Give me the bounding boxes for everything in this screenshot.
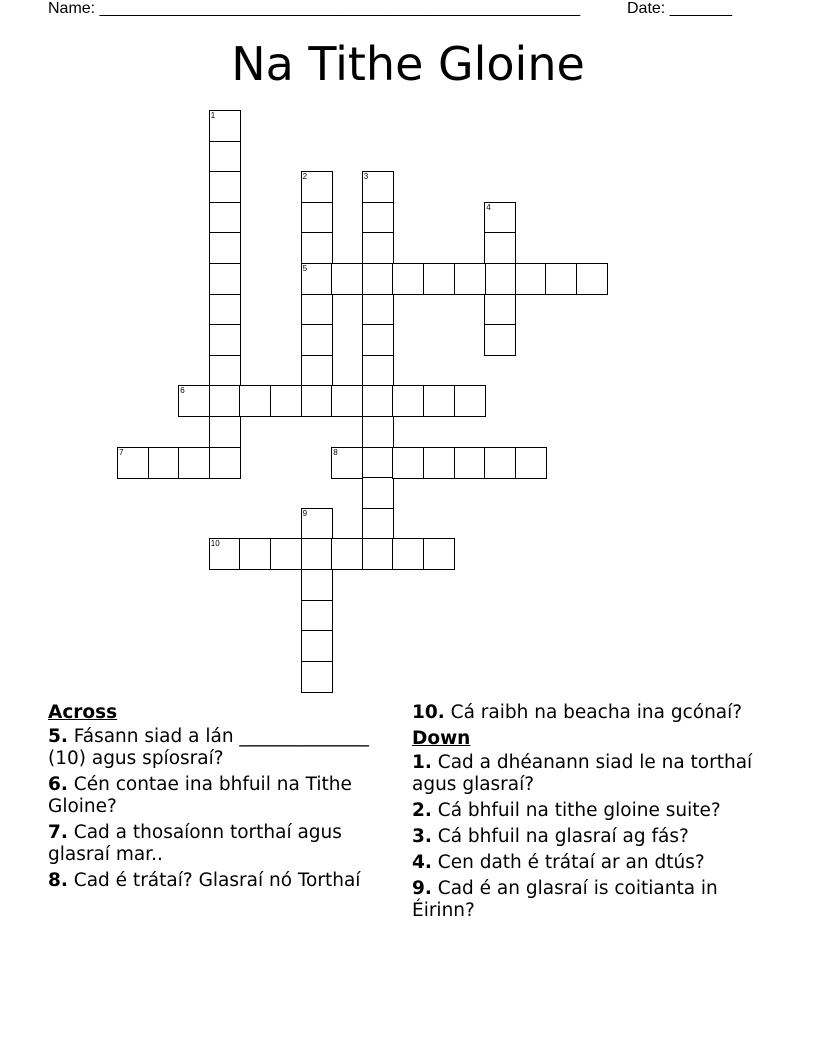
clue-text: Cad é an glasraí is coitianta in Éirinn? (412, 878, 718, 921)
clue-number: 3. (412, 826, 432, 847)
crossword-cell[interactable] (301, 171, 333, 203)
crossword-cell[interactable] (484, 294, 516, 326)
clue-text: Cá bhfuil na tithe gloine suite? (437, 800, 721, 821)
clue-across-10 (412, 702, 757, 724)
crossword-cell[interactable] (362, 385, 394, 417)
crossword-cell[interactable] (362, 294, 394, 326)
crossword-cell[interactable] (209, 294, 241, 326)
clue-down-4 (412, 852, 757, 874)
crossword-cell[interactable] (423, 263, 455, 295)
crossword-cell[interactable] (301, 600, 333, 632)
crossword-cell[interactable] (209, 263, 241, 295)
page-title: Na Tithe Gloine (231, 37, 585, 91)
clue-text: Cá raibh na beacha ina gcónaí? (450, 702, 743, 723)
clue-text: Fásann siad a lán ______________ (10) agus spíosraí? (48, 726, 369, 769)
crossword-cell[interactable] (484, 447, 516, 479)
cell-number: 5 (302, 264, 308, 273)
clue-text: Cen dath é trátaí ar an dtús? (437, 852, 705, 873)
crossword-cell[interactable] (545, 263, 577, 295)
crossword-cell[interactable] (301, 661, 333, 693)
crossword-cell[interactable] (362, 324, 394, 356)
clue-number: 1. (412, 752, 432, 773)
crossword-cell[interactable] (362, 447, 394, 479)
cell-number: 1 (210, 111, 216, 120)
clue-number: 6. (48, 774, 68, 795)
crossword-cell[interactable] (515, 263, 547, 295)
crossword-cell[interactable] (484, 232, 516, 264)
clues-right-column (412, 702, 757, 926)
cell-number: 3 (363, 172, 369, 182)
crossword-cell[interactable] (362, 202, 394, 234)
clue-number: 4. (412, 852, 432, 873)
crossword-cell[interactable] (484, 324, 516, 356)
crossword-cell[interactable] (301, 232, 333, 264)
crossword-cell[interactable] (331, 385, 363, 417)
crossword-cell[interactable] (362, 232, 394, 264)
crossword-cell[interactable] (423, 385, 455, 417)
crossword-cell[interactable] (454, 385, 486, 417)
date-field-label[interactable]: Date: _______ (627, 0, 732, 17)
crossword-cell[interactable] (209, 232, 241, 264)
cell-number: 4 (486, 202, 491, 212)
clue-across-8 (48, 870, 398, 892)
crossword-cell[interactable] (423, 538, 455, 570)
cell-number: 2 (302, 172, 308, 182)
clue-text: Cad é trátaí? Glasraí nó Torthaí (73, 870, 361, 891)
clue-number: 2. (412, 800, 432, 821)
cell-number: 9 (302, 508, 308, 518)
crossword-cell[interactable] (362, 508, 394, 540)
name-field-label[interactable]: Name: ______________________________________________________ (48, 0, 581, 17)
crossword-cell[interactable] (209, 416, 241, 448)
crossword-cell[interactable] (331, 263, 363, 295)
crossword-cell[interactable] (301, 263, 333, 295)
crossword-cell[interactable] (362, 263, 394, 295)
crossword-cell[interactable] (301, 385, 333, 417)
clue-text: Cén contae ina bhfuil na Tithe Gloine? (48, 774, 352, 817)
crossword-cell[interactable] (239, 538, 271, 570)
crossword-cell[interactable] (209, 202, 241, 234)
clue-down-9 (412, 878, 757, 922)
clue-number: 5. (48, 726, 68, 747)
cell-number: 10 (210, 539, 220, 549)
crossword-cell[interactable] (301, 202, 333, 234)
clue-number: 10. (412, 702, 445, 723)
cell-number: 6 (180, 386, 185, 396)
crossword-cell[interactable] (301, 324, 333, 356)
crossword-cell[interactable] (270, 385, 302, 417)
crossword-cell[interactable] (209, 324, 241, 356)
crossword-cell[interactable] (301, 569, 333, 601)
crossword-cell[interactable] (392, 447, 424, 479)
clue-text: Cá bhfuil na glasraí ag fás? (437, 826, 689, 847)
crossword-cell[interactable] (301, 294, 333, 326)
crossword-cell[interactable] (392, 385, 424, 417)
crossword-cell[interactable] (392, 263, 424, 295)
crossword-cell[interactable] (209, 385, 241, 417)
clue-down-3 (412, 826, 757, 848)
crossword-cell[interactable] (270, 538, 302, 570)
crossword-cell[interactable] (331, 538, 363, 570)
clue-number: 9. (412, 878, 432, 899)
crossword-cell[interactable] (362, 416, 394, 448)
crossword-cell[interactable] (209, 447, 241, 479)
crossword-cell[interactable] (301, 630, 333, 662)
clue-across-6 (48, 774, 398, 818)
crossword-cell[interactable] (178, 385, 210, 417)
crossword-cell[interactable] (209, 355, 241, 387)
crossword-cell[interactable] (362, 538, 394, 570)
clues-left-column (48, 702, 398, 896)
crossword-cell[interactable] (423, 447, 455, 479)
crossword-cell[interactable] (301, 538, 333, 570)
clue-text: Cad a dhéanann siad le na torthaí agus glasraí? (412, 752, 753, 795)
crossword-cell[interactable] (209, 171, 241, 203)
crossword-cell[interactable] (148, 447, 180, 479)
crossword-cell[interactable] (515, 447, 547, 479)
clue-text: Cad a thosaíonn torthaí agus glasraí mar.. (48, 822, 342, 865)
crossword-cell[interactable] (117, 447, 149, 479)
clue-down-2 (412, 800, 757, 822)
crossword-cell[interactable] (239, 385, 271, 417)
crossword-cell[interactable] (178, 447, 210, 479)
crossword-cell[interactable] (362, 477, 394, 509)
crossword-cell[interactable] (209, 110, 241, 142)
crossword-cell[interactable] (209, 538, 241, 570)
crossword-cell[interactable] (454, 263, 486, 295)
crossword-cell[interactable] (392, 538, 424, 570)
crossword-cell[interactable] (209, 141, 241, 173)
cell-number: 7 (119, 447, 124, 457)
clue-across-7 (48, 822, 398, 866)
crossword-cell[interactable] (301, 508, 333, 540)
clue-number: 8. (48, 870, 68, 891)
crossword-cell[interactable] (484, 263, 516, 295)
crossword-cell[interactable] (301, 355, 333, 387)
clue-number: 7. (48, 822, 68, 843)
across-heading: Across (48, 702, 118, 723)
crossword-cell[interactable] (331, 447, 363, 479)
crossword-cell[interactable] (454, 447, 486, 479)
down-heading: Down (412, 728, 471, 749)
crossword-cell[interactable] (576, 263, 608, 295)
crossword-cell[interactable] (362, 355, 394, 387)
clue-down-1 (412, 752, 757, 796)
cell-number: 8 (333, 447, 338, 457)
clue-across-5 (48, 726, 398, 770)
crossword-cell[interactable] (484, 202, 516, 234)
crossword-cell[interactable] (362, 171, 394, 203)
